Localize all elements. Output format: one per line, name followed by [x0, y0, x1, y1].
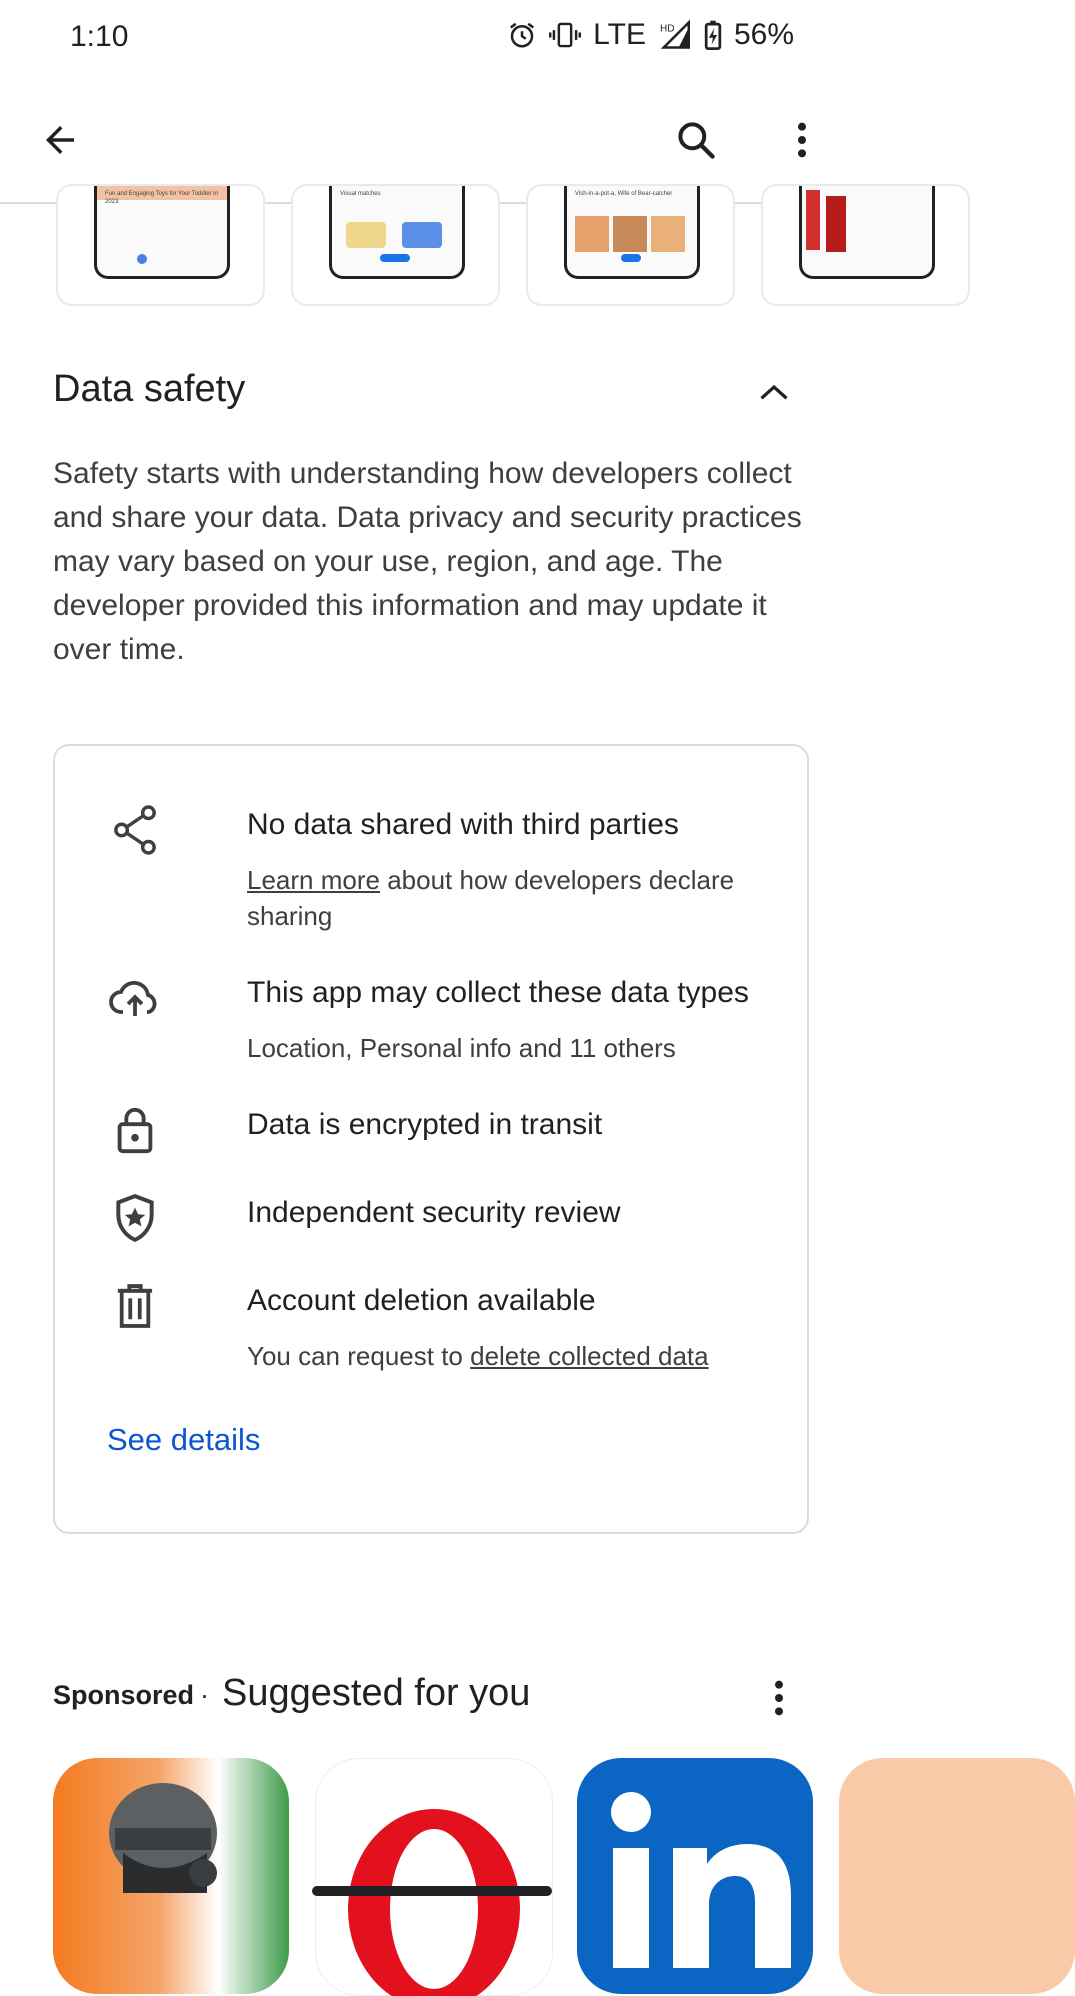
see-details-button[interactable]: See details [107, 1422, 261, 1457]
thumbnail-image [346, 222, 386, 248]
item-subtitle: Location, Personal info and 11 others [247, 1033, 676, 1063]
lock-icon [107, 1102, 163, 1158]
item-subtitle-text: about how developers declare sharing [247, 865, 735, 931]
app-icon-pubg[interactable] [53, 1758, 289, 1994]
helmet-soldier-icon [53, 1758, 289, 1994]
item-title: Independent security review [247, 1196, 621, 1229]
separator-dot: · [200, 1680, 209, 1710]
vibrate-icon [549, 20, 581, 50]
thumbnail-image [402, 222, 442, 248]
thumbnail-image [651, 216, 685, 252]
suggested-title: Suggested for you [222, 1672, 531, 1714]
learn-more-link[interactable]: Learn more [247, 865, 380, 895]
more-vert-icon [796, 120, 808, 160]
phone-mockup [94, 186, 230, 279]
app-icon-linkedin[interactable] [577, 1758, 813, 1994]
screenshot-carousel[interactable] [0, 191, 864, 300]
screenshot-caption: Fun and Engaging Toys for Your Toddler in 2023 [105, 191, 218, 205]
item-title: Data is encrypted in transit [247, 1108, 603, 1141]
cloud-upload-icon [107, 970, 163, 1026]
search-icon [674, 118, 718, 162]
trash-icon [107, 1278, 163, 1334]
item-subtitle [247, 1338, 767, 1374]
app-icon-partial[interactable] [839, 1758, 1075, 1994]
shield-icon [107, 1190, 163, 1246]
suggested-more-button[interactable] [757, 1672, 801, 1724]
data-safety-description: Safety starts with understanding how developers collect and share your data. Data privacy and security practices may vary based on your use, region, and age. The developer provided this information and may update it over time. [53, 457, 802, 666]
status-bar [0, 0, 864, 80]
more-options-button[interactable] [772, 110, 832, 170]
opera-logo-icon [316, 1759, 552, 1995]
phone-mockup [799, 186, 935, 279]
item-title: Account deletion available [247, 1284, 596, 1317]
back-button[interactable] [30, 110, 90, 170]
hd-signal-icon [658, 20, 692, 50]
screenshot-thumbnail[interactable] [291, 184, 500, 306]
suggested-apps-row[interactable] [0, 1758, 864, 1868]
collapse-button[interactable] [752, 370, 796, 414]
nav-dot [137, 254, 147, 264]
screenshot-thumbnail[interactable] [56, 184, 265, 306]
alarm-icon [507, 20, 537, 50]
item-subtitle-text: You can request to [247, 1341, 471, 1371]
status-time: 1:10 [70, 20, 129, 53]
thumbnail-image [613, 216, 647, 252]
more-vert-icon [773, 1678, 785, 1718]
back-arrow-icon [39, 119, 81, 161]
app-icon-opera[interactable] [315, 1758, 553, 1996]
network-type: LTE [593, 18, 646, 51]
phone-mockup [564, 186, 700, 279]
data-safety-title: Data safety [53, 368, 246, 410]
share-icon [107, 802, 163, 858]
chip-selected [621, 254, 641, 262]
chip-selected [380, 254, 410, 262]
thumbnail-image [826, 196, 846, 252]
item-subtitle [247, 862, 767, 934]
screenshot-thumbnail[interactable] [526, 184, 735, 306]
screenshot-caption: Vish-in-a-pot-a, Wife of Bear-catcher [575, 191, 673, 197]
battery-level: 56% [733, 18, 794, 51]
thumbnail-image [575, 216, 609, 252]
sponsored-label: Sponsored [53, 1680, 195, 1710]
svg-text:HD: HD [659, 23, 675, 35]
delete-collected-data-link[interactable]: delete collected data [470, 1341, 709, 1371]
data-safety-card [53, 744, 809, 1534]
item-title: This app may collect these data types [247, 976, 749, 1009]
status-icons [507, 18, 794, 52]
item-title: No data shared with third parties [247, 808, 679, 841]
chevron-up-icon [759, 382, 789, 402]
linkedin-logo-icon [577, 1758, 813, 1994]
screenshot-caption: Visual matches [340, 191, 381, 197]
screenshot-thumbnail[interactable] [761, 184, 970, 306]
search-button[interactable] [666, 110, 726, 170]
gesture-nav-handle[interactable] [312, 1886, 552, 1896]
battery-charging-icon [704, 20, 722, 50]
phone-mockup [329, 186, 465, 279]
thumbnail-image [806, 190, 820, 250]
